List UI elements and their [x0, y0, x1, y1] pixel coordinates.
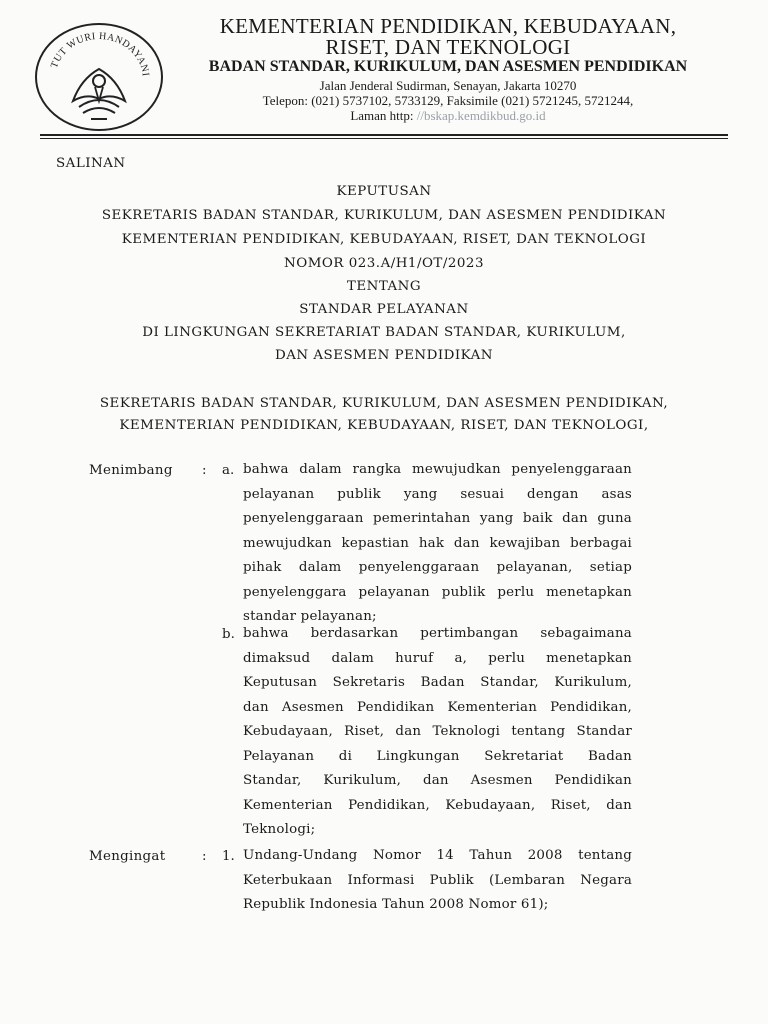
agency-name: BADAN STANDAR, KURIKULUM, DAN ASESMEN PENDIDIKAN [208, 58, 688, 75]
decree-number: NOMOR 023.A/H1/OT/2023 [284, 256, 484, 271]
website-prefix: Laman http: [350, 108, 414, 123]
paragraph-line: dimaksud dalam huruf a, perlu menetapkan [243, 650, 632, 666]
title-ministry: KEMENTERIAN PENDIDIKAN, KEBUDAYAAN, RISET, DAN TEKNOLOGI [121, 232, 647, 247]
mengingat-item-1 [243, 844, 632, 918]
paragraph-line: mewujudkan kepastian hak dan kewajiban berbagai [243, 535, 632, 551]
paragraph-line: Kebudayaan, Riset, dan Teknologi tentang Standar [243, 724, 632, 739]
menimbang-item-b [243, 622, 632, 843]
address: Jalan Jenderal Sudirman, Senayan, Jakarta 10270 [319, 78, 577, 93]
title-subject-line2: DI LINGKUNGAN SEKRETARIAT BADAN STANDAR, KURIKULUM, [142, 325, 626, 340]
title-subject-line3: DAN ASESMEN PENDIDIKAN [274, 348, 494, 363]
paragraph-line: Keterbukaan Informasi Publik (Lembaran Negara [243, 872, 632, 888]
mengingat-colon: : [202, 849, 207, 864]
issuer-line2: KEMENTERIAN PENDIDIKAN, KEBUDAYAAN, RISET, DAN TEKNOLOGI, [119, 418, 649, 433]
paragraph-line: Teknologi; [243, 822, 316, 837]
menimbang-colon: : [202, 463, 207, 478]
paragraph-line: dan Asesmen Pendidikan Kementerian Pendidikan, [243, 699, 632, 715]
title-keputusan: KEPUTUSAN [336, 184, 432, 199]
paragraph-line: Kementerian Pendidikan, Kebudayaan, Riset, dan [243, 797, 632, 813]
paragraph-line: Keputusan Sekretaris Badan Standar, Kurikulum, [243, 675, 632, 690]
paragraph-line: pelayanan publik yang sesuai dengan asas [243, 486, 632, 502]
title-issuer: SEKRETARIS BADAN STANDAR, KURIKULUM, DAN ASESMEN PENDIDIKAN [101, 208, 667, 223]
paragraph-line: bahwa berdasarkan pertimbangan sebagaimana [243, 626, 632, 641]
title-subject-line1: STANDAR PELAYANAN [299, 302, 469, 317]
paragraph-line: Undang-Undang Nomor 14 Tahun 2008 tentang [243, 848, 632, 863]
title-tentang: TENTANG [346, 279, 422, 294]
paragraph-line: Republik Indonesia Tahun 2008 Nomor 61); [243, 897, 549, 912]
menimbang-item-a [243, 458, 632, 630]
letterhead-divider-thin [40, 138, 728, 139]
phone-fax: Telepon: (021) 5737102, 5733129, Faksimile (021) 5721245, 5721244, [262, 93, 634, 108]
menimbang-label: Menimbang [89, 463, 173, 478]
paragraph-line: Pelayanan di Lingkungan Sekretariat Badan [243, 748, 632, 764]
copy-label: SALINAN [56, 156, 126, 171]
item-marker-1: 1. [222, 849, 235, 864]
item-marker-b: b. [222, 627, 235, 642]
ministry-name-line1: KEMENTERIAN PENDIDIKAN, KEBUDAYAAN, [219, 14, 677, 38]
item-marker-a: a. [222, 463, 235, 478]
svg-text:TUT WURI HANDAYANI: TUT WURI HANDAYANI [48, 30, 151, 78]
paragraph-line: Standar, Kurikulum, dan Asesmen Pendidikan [243, 773, 632, 788]
issuer-line1: SEKRETARIS BADAN STANDAR, KURIKULUM, DAN ASESMEN PENDIDIKAN, [99, 396, 669, 411]
paragraph-line: penyelenggaraan pemerintahan yang baik dan guna [243, 511, 632, 526]
letterhead-divider [40, 134, 728, 136]
website-link[interactable]: //bskap.kemdikbud.go.id [416, 108, 546, 123]
website-line [168, 108, 728, 123]
paragraph-line: pihak dalam penyelenggaraan pelayanan, setiap [243, 560, 632, 575]
paragraph-line: standar pelayanan; [243, 609, 377, 624]
paragraph-line: bahwa dalam rangka mewujudkan penyelenggaraan [243, 462, 632, 477]
mengingat-label: Mengingat [89, 849, 166, 864]
ministry-name-line2: RISET, DAN TEKNOLOGI [325, 35, 571, 59]
tut-wuri-handayani-logo [33, 21, 165, 133]
paragraph-line: penyelenggara pelayanan publik perlu menetapkan [243, 584, 632, 600]
